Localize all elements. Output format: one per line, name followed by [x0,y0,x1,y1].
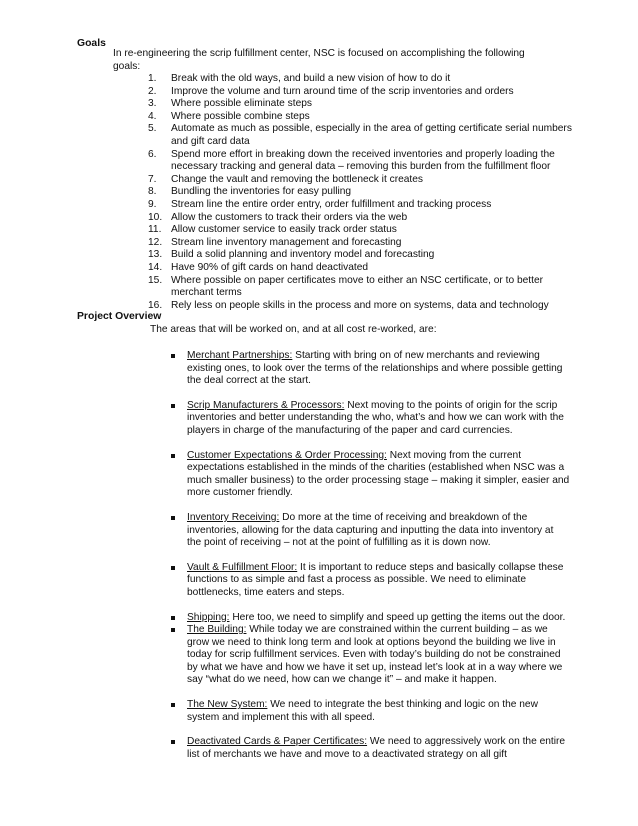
goal-text: Allow the customers to track their orders via the web [171,211,408,223]
goal-number: 8. [148,186,157,198]
overview-item [150,562,570,600]
goal-number: 11. [148,224,162,236]
overview-item-title: Customer Expectations & Order Processing: [187,449,387,461]
goal-text: Have 90% of gift cards on hand deactivated [171,261,369,273]
bullet-icon [171,516,175,520]
bullet-icon [171,354,175,358]
goal-item [113,174,573,187]
overview-item [150,512,570,550]
overview-item [150,612,570,625]
overview-item-text: Next moving from the current expectations established in the minds of the charities (established when NSC was a much smaller business) to the order processing stage – making it simpler, easier and more customer friendly. [187,449,570,499]
overview-item-text: Starting with bring on of new merchants and reviewing existing ones, to look over the terms of the relationships and where possible getting the deal correct at the start. [187,350,563,387]
goal-text: Spend more effort in breaking down the received inventories and properly loading the necessary tracking and general data – removing this burden from the fulfillment floor [171,148,555,173]
bullet-icon [171,628,175,632]
goal-text: Rely less on people skills in the process and more on systems, data and technology [171,299,549,311]
goal-text: Build a solid planning and inventory model and forecasting [171,249,435,261]
overview-item [150,400,570,438]
goal-number: 10. [148,211,163,223]
goal-item [113,111,573,124]
goal-item [113,275,573,300]
goal-number: 7. [148,173,157,185]
goal-text: Where possible on paper certificates move to either an NSC certificate, or to better merchant terms [171,274,544,299]
goal-number: 3. [148,98,157,110]
goal-number: 13. [148,249,163,261]
goal-item [113,249,573,262]
goal-item [113,73,573,86]
overview-item-text: While today we are constrained within the current building – as we grow we need to think long term and look at options beyond the building we live in today for scrip fulfillment services. Even with today’s building do not be constrained by what we have and how we have it set up, instead let’s look at in a way where we say “what do we need, how can we change it” – and make it happen. [187,624,563,686]
goal-number: 14. [148,261,163,273]
overview-item-title: Inventory Receiving: [187,511,280,523]
goal-number: 15. [148,274,163,286]
overview-item-text: It is important to reduce steps and basically collapse these functions to as simple and fast a process as possible. We need to eliminate bottlenecks, time eaters and steps. [187,561,564,598]
goal-number: 16. [148,299,163,311]
goal-item [113,123,573,148]
goal-text: Stream line inventory management and forecasting [171,236,402,248]
overview-item-title: Shipping: [187,611,230,623]
goal-item [113,237,573,250]
goals-list [113,73,573,312]
overview-item-title: The New System: [187,699,268,711]
goal-number: 1. [148,73,157,84]
goal-number: 9. [148,198,157,210]
bullet-icon [171,566,175,570]
goal-number: 12. [148,236,163,248]
goal-item [113,149,573,174]
overview-item-title: Scrip Manufacturers & Processors: [187,399,345,411]
bullet-icon [171,616,175,620]
overview-list [150,350,570,761]
goal-item [113,212,573,225]
goal-text: Break with the old ways, and build a new vision of how to do it [171,73,451,84]
goal-item [113,186,573,199]
goal-text: Where possible eliminate steps [171,98,312,110]
goal-text: Improve the volume and turn around time of the scrip inventories and orders [171,85,514,97]
overview-item [150,450,570,500]
overview-item-text: Do more at the time of receiving and breakdown of the inventories, allowing for the data capturing and inputting the data into inventory at the point of receiving – not at the point of fulfilling as it is down now. [187,511,554,549]
goal-item [113,199,573,212]
bullet-icon [171,454,175,458]
overview-item-title: Deactivated Cards & Paper Certificates: [187,736,368,748]
goal-number: 5. [148,123,157,135]
overview-item-text: We need to aggressively work on the entire list of merchants we have and move to a deactivated strategy on all gift [187,736,566,760]
overview-item-title: The Building: [187,624,247,636]
goal-text: Stream line the entire order entry, order fulfillment and tracking process [171,198,492,210]
goal-text: Change the vault and removing the bottleneck it creates [171,173,424,185]
overview-item-title: Merchant Partnerships: [187,350,293,361]
overview-item [150,624,570,687]
overview-item-text: Here too, we need to simplify and speed up getting the items out the door. [229,611,566,623]
bullet-icon [171,740,175,744]
goal-item [113,86,573,99]
bullet-icon [171,404,175,408]
goals-heading: Goals [77,38,106,49]
goal-number: 4. [148,110,157,122]
overview-intro: The areas that will be worked on, and at all cost re-worked, are: [150,324,437,335]
overview-heading: Project Overview [77,311,162,322]
goal-item [113,262,573,275]
goal-item [113,98,573,111]
goal-text: Allow customer service to easily track order status [171,224,397,236]
goal-item [113,300,573,313]
goal-text: Where possible combine steps [171,110,310,122]
overview-item-text: We need to integrate the best thinking and logic on the new system and implement this with all speed. [187,699,538,723]
overview-item-text: Next moving to the points of origin for the scrip inventories and better understanding the who, what’s and how we can work with the players in charge of the manufacturing of the paper and card currencies. [187,399,564,436]
overview-item [150,350,570,388]
overview-item [150,699,570,724]
goal-text: Automate as much as possible, especially in the area of getting certificate serial numbers and gift card data [171,123,572,147]
goal-number: 2. [148,85,157,97]
goal-number: 6. [148,148,157,160]
overview-item [150,736,570,761]
bullet-icon [171,703,175,707]
goal-text: Bundling the inventories for easy pulling [171,186,352,198]
overview-item-title: Vault & Fulfillment Floor: [187,561,298,573]
goals-intro: In re-engineering the scrip fulfillment center, NSC is focused on accomplishing the following goals: [113,48,525,72]
goal-item [113,224,573,237]
